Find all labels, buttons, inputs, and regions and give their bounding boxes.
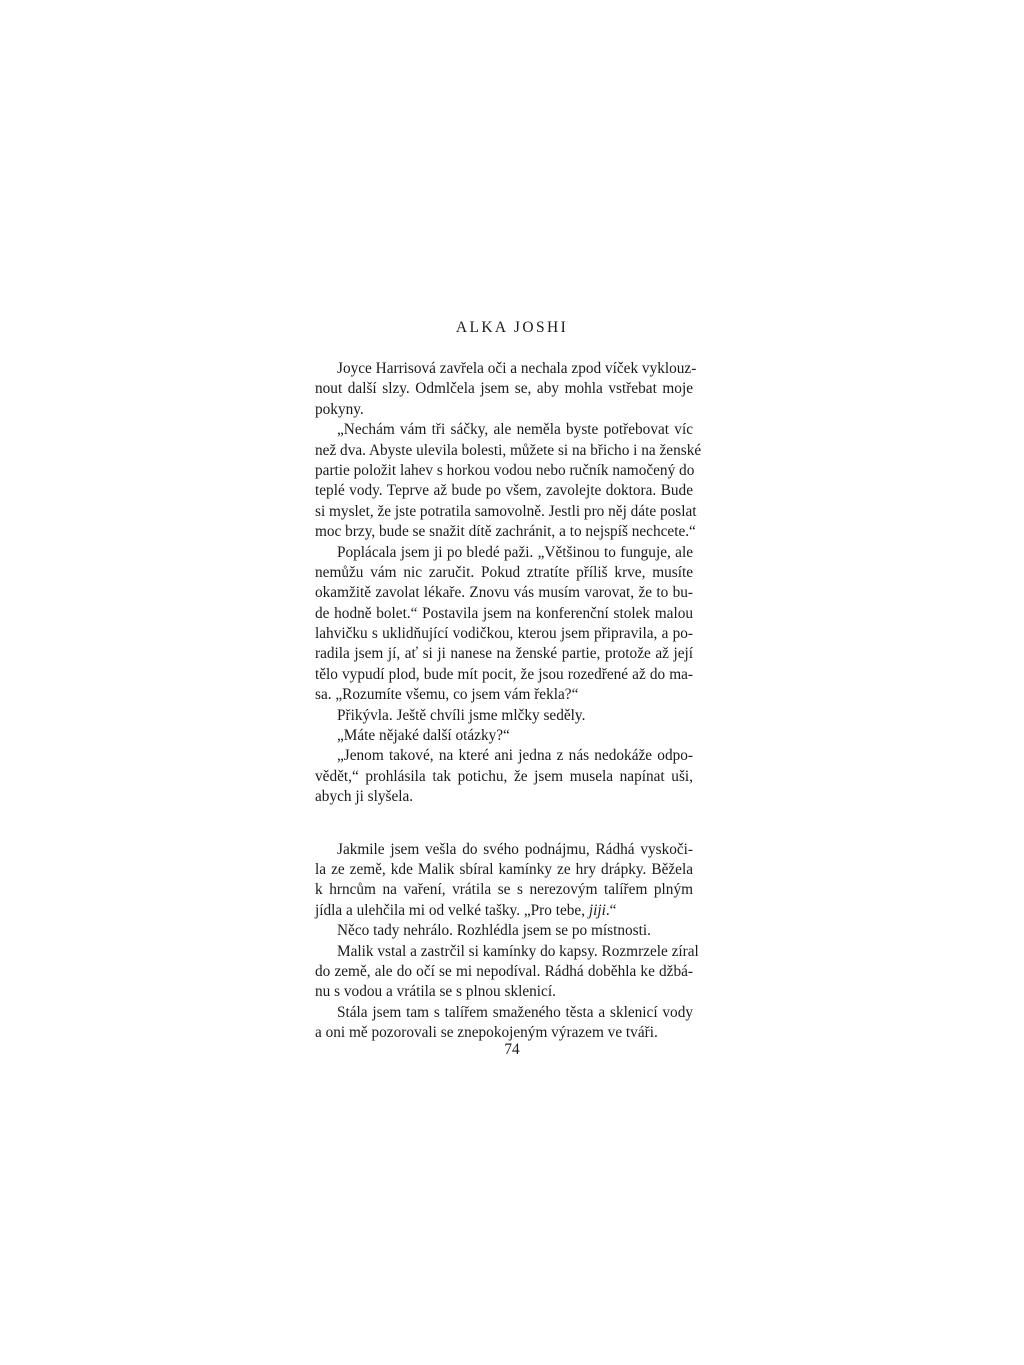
text-line: radila jsem jí, ať si ji nanese na ženské partie, protože až její	[315, 645, 693, 663]
text-line: tělo vypudí plod, bude mít pocit, že jsou rozedřené až do ma-	[315, 665, 693, 683]
text-line: Přikývla. Ještě chvíli jsme mlčky seděly.	[337, 706, 586, 724]
text-line: sa. „Rozumíte všemu, co jsem vám řekla?“	[315, 686, 579, 704]
text-line: než dva. Abyste ulevila bolesti, můžete si na břicho i na ženské	[315, 441, 702, 459]
text-line: de hodně bolet.“ Postavila jsem na konferenční stolek malou	[315, 604, 693, 622]
running-head: ALKA JOSHI	[455, 319, 569, 336]
text-line: lahvičku s uklidňující vodičkou, kterou jsem připravila, a po-	[315, 625, 693, 643]
text-line: vědět,“ prohlásila tak potichu, že jsem musela napínat uši,	[315, 767, 693, 785]
text-line: la ze země, kde Malik sbíral kamínky ze hry drápky. Běžela	[315, 860, 693, 878]
text-line: „Jenom takové, na které ani jedna z nás nedokáže odpo-	[337, 747, 693, 765]
text-line: k hrncům na vaření, vrátila se s nerezovým talířem plným	[315, 881, 693, 899]
text-line: abych ji slyšela.	[315, 788, 414, 806]
text-line: „Máte nějaké další otázky?“	[337, 727, 510, 745]
text-line: nout další slzy. Odmlčela jsem se, aby mohla vstřebat moje	[315, 380, 693, 398]
text-line-part: .“	[605, 901, 617, 919]
text-line: Malik vstal a zastrčil si kamínky do kapsy. Rozmrzele zíral	[337, 942, 699, 960]
italic-word: jiji	[588, 901, 606, 919]
page-number: 74	[504, 1041, 520, 1058]
text-line-part: jídla a ulehčila mi od velké tašky. „Pro tebe,	[315, 901, 589, 919]
text-line: teplé vody. Teprve až bude po všem, zavolejte doktora. Bude	[315, 482, 693, 500]
section-break	[315, 808, 693, 840]
text-line: moc brzy, bude se snažit dítě zachránit, a to nejspíš nechcete.“	[315, 523, 696, 541]
text-line: si myslet, že jste potratila samovolně. Jestli pro něj dáte poslat	[315, 502, 697, 520]
text-line: „Nechám vám tři sáčky, ale neměla byste potřebovat víc	[337, 421, 693, 439]
text-line: partie položit lahev s horkou vodou nebo ručník namočený do	[315, 461, 695, 479]
text-line: nu s vodou a vrátila se s plnou sklenicí.	[315, 983, 556, 1001]
text-line: Jakmile jsem vešla do svého podnájmu, Rádhá vyskoči-	[337, 840, 693, 858]
text-line: a oni mě pozorovali se znepokojeným výrazem ve tváři.	[315, 1024, 658, 1042]
text-line: Joyce Harrisová zavřela oči a nechala zpod víček vyklouz-	[337, 360, 697, 377]
text-line: pokyny.	[315, 400, 364, 418]
body-text	[315, 359, 702, 1044]
text-line: okamžitě zavolat lékaře. Znovu vás musím varovat, že to bu-	[315, 584, 693, 602]
text-line	[315, 901, 693, 921]
text-line: Něco tady nehrálo. Rozhlédla jsem se po místnosti.	[337, 922, 651, 940]
text-line: nemůžu vám nic zaručit. Pokud ztratíte příliš krve, musíte	[315, 563, 693, 581]
text-line: Poplácala jsem ji po bledé paži. „Většinou to funguje, ale	[337, 543, 693, 561]
text-line: do země, ale do očí se mi nepodíval. Rádhá doběhla ke džbá-	[315, 962, 693, 980]
text-line: Stála jsem tam s talířem smaženého těsta a sklenicí vody	[337, 1003, 693, 1021]
